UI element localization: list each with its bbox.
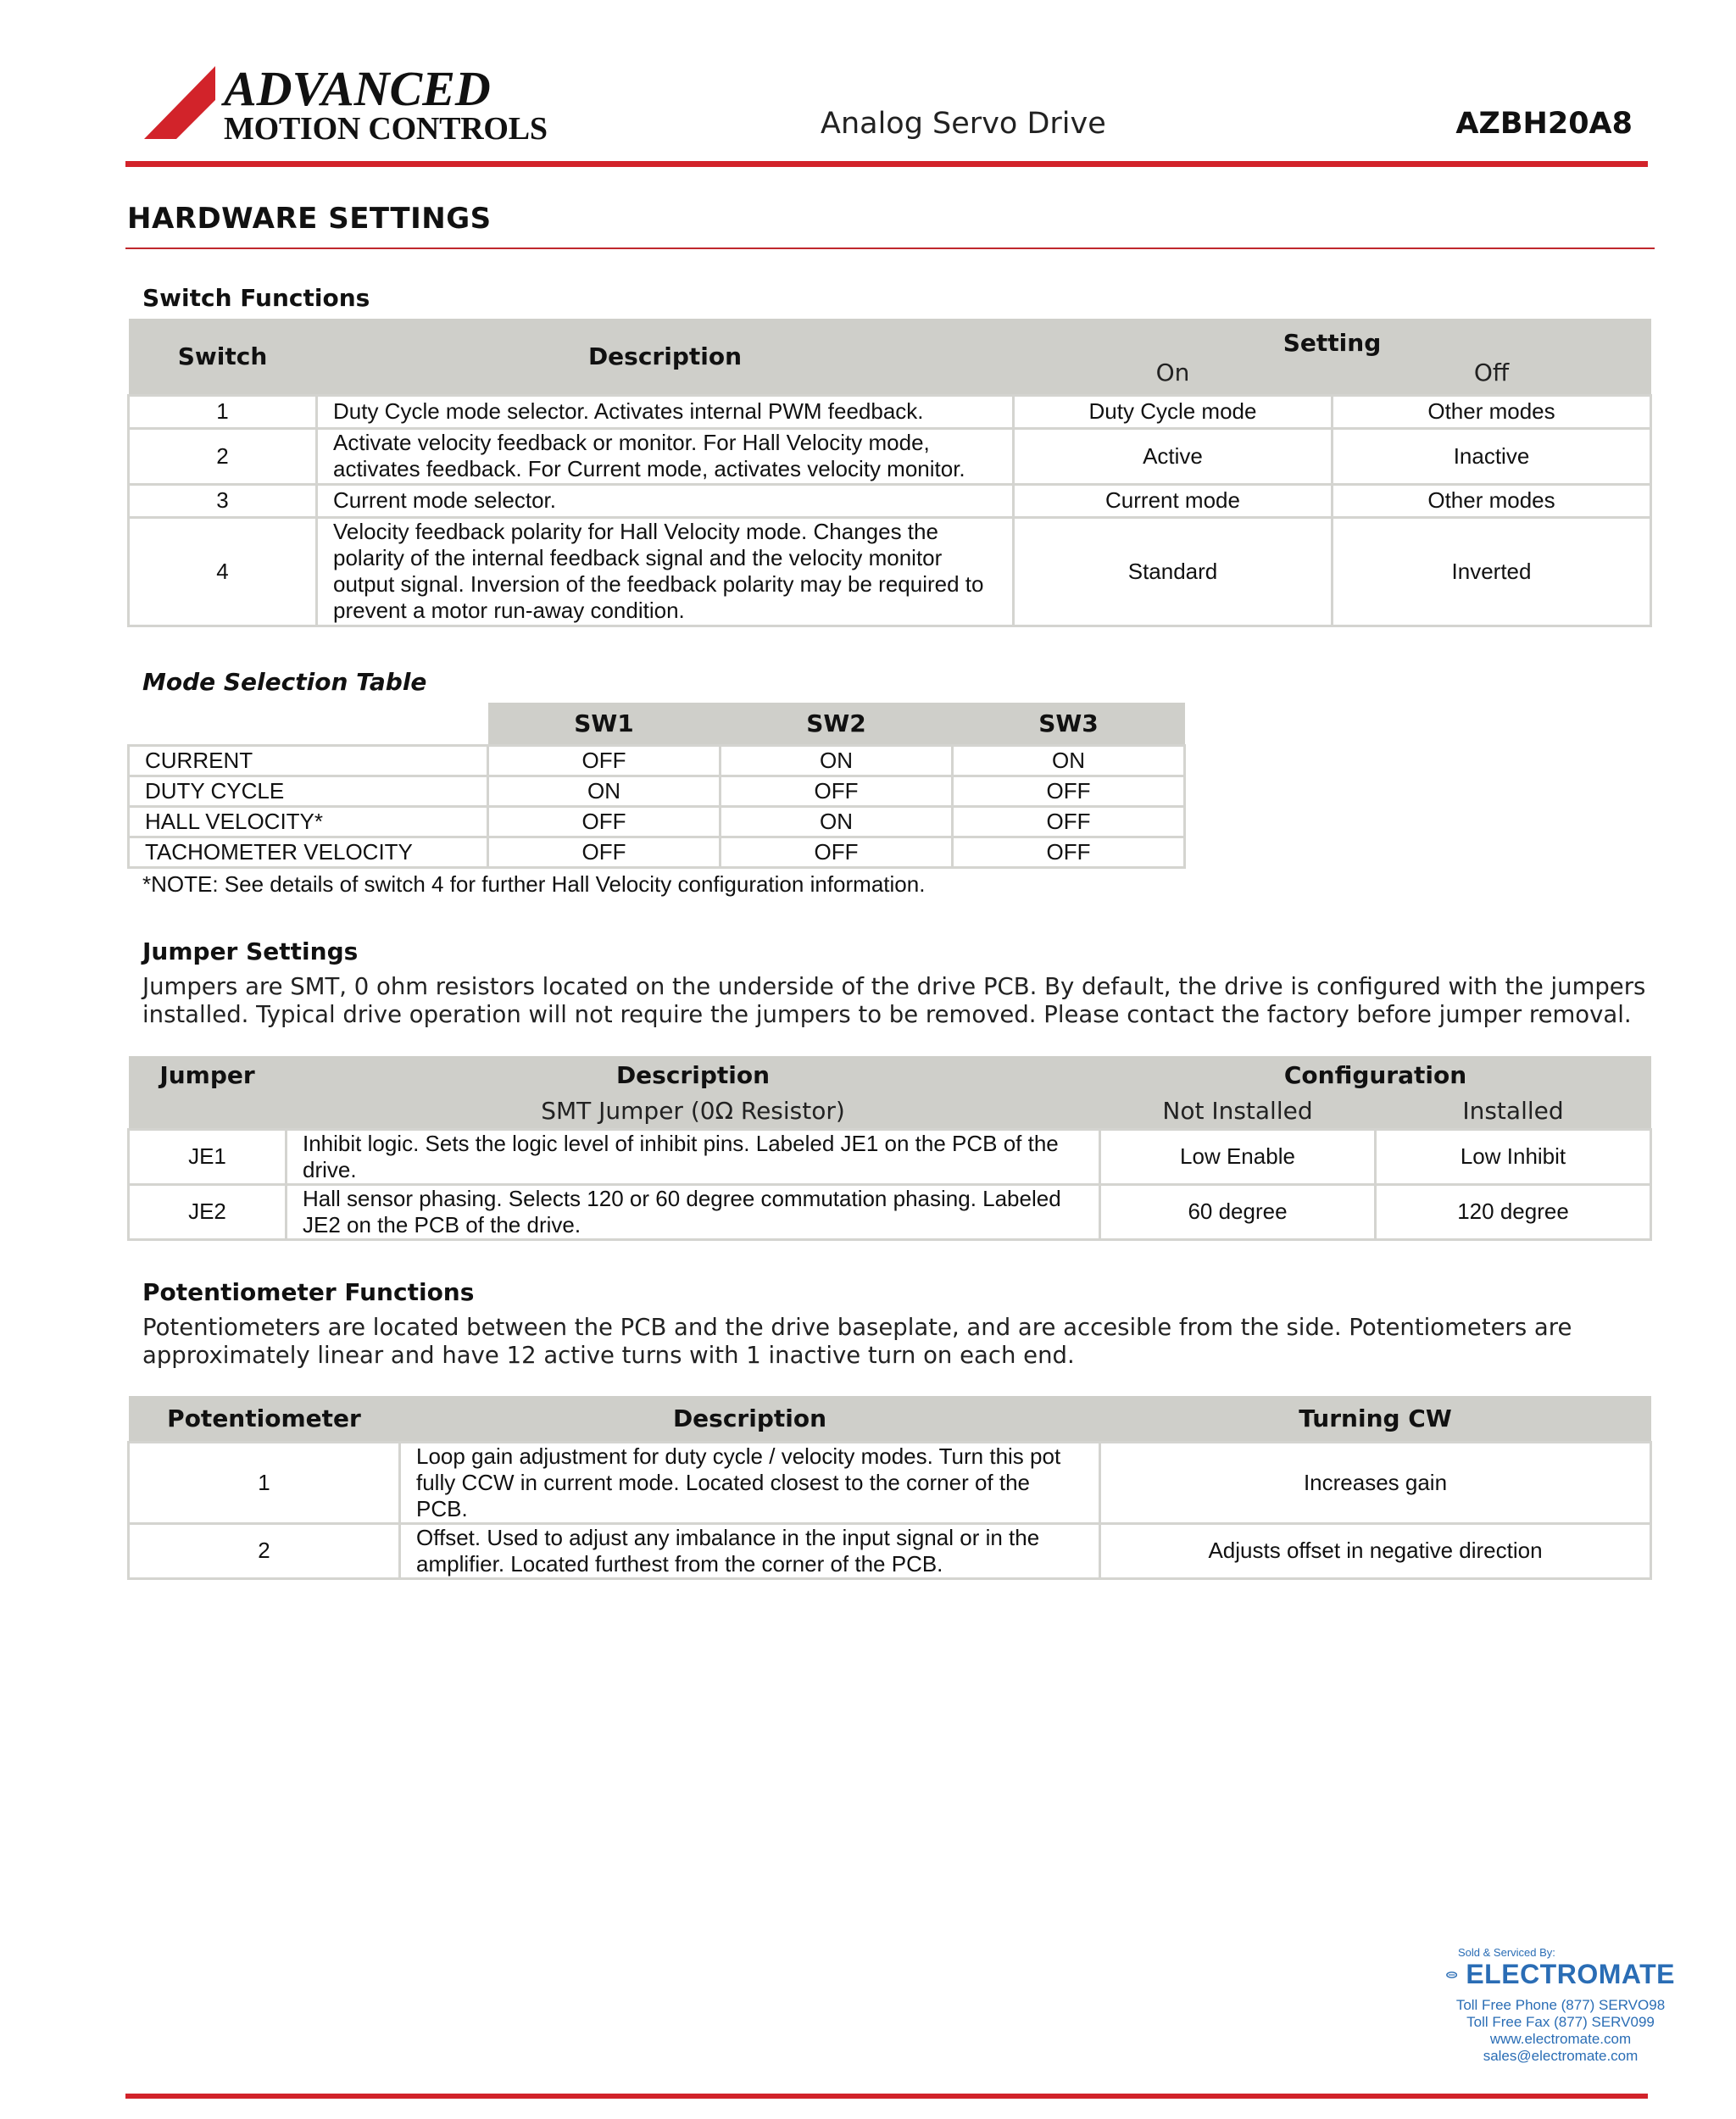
installed-value: 120 degree — [1376, 1184, 1651, 1239]
sw2-value: OFF — [721, 837, 953, 867]
sw2-value: ON — [721, 806, 953, 837]
table-row — [129, 395, 1651, 428]
potentiometer-functions-heading: Potentiometer Functions — [142, 1278, 475, 1306]
document-title: Analog Servo Drive — [821, 107, 1106, 141]
jumper-id: JE1 — [129, 1129, 287, 1184]
jumper-settings-table — [127, 1056, 1652, 1241]
switch-number: 4 — [129, 517, 317, 626]
jumper-description: Inhibit logic. Sets the logic level of inhibit pins. Labeled JE1 on the PCB of the drive. — [287, 1129, 1100, 1184]
setting-off: Inactive — [1333, 428, 1651, 484]
jumper-description: Hall sensor phasing. Selects 120 or 60 degree commutation phasing. Labeled JE2 on the PCB of the drive. — [287, 1184, 1100, 1239]
company-logo — [142, 63, 558, 144]
not-installed-subheader: Not Installed — [1100, 1093, 1376, 1129]
sw1-value: OFF — [488, 806, 721, 837]
sw3-value: ON — [953, 745, 1185, 776]
col-description-header: Description — [400, 1396, 1100, 1442]
mode-selection-table — [127, 703, 1186, 869]
pot-number: 1 — [129, 1442, 400, 1523]
sw3-value: OFF — [953, 776, 1185, 806]
mode-blank-header — [129, 703, 488, 745]
sw3-value: OFF — [953, 806, 1185, 837]
distributor-website[interactable]: www.electromate.com — [1489, 2031, 1632, 2047]
setting-off: Other modes — [1333, 395, 1651, 428]
pot-turning-cw: Adjusts offset in negative direction — [1100, 1523, 1651, 1578]
mode-name: HALL VELOCITY* — [129, 806, 488, 837]
col-configuration-header: Configuration — [1100, 1056, 1651, 1093]
col-on-header: On — [1155, 359, 1190, 387]
smt-jumper-subheader: SMT Jumper (0Ω Resistor) — [287, 1093, 1100, 1129]
electromate-swoosh-icon — [1446, 1962, 1457, 1988]
col-description-header: Description — [287, 1056, 1100, 1093]
mode-name: TACHOMETER VELOCITY — [129, 837, 488, 867]
switch-functions-heading: Switch Functions — [142, 284, 370, 312]
table-row — [129, 484, 1651, 517]
switch-number: 2 — [129, 428, 317, 484]
col-sw3-header: SW3 — [953, 703, 1185, 745]
setting-on: Current mode — [1014, 484, 1333, 517]
distributor-block — [1446, 1946, 1675, 2065]
table-row — [129, 1184, 1651, 1239]
jumper-settings-paragraph: Jumpers are SMT, 0 ohm resistors located on the underside of the drive PCB. By default, the drive is configured with the jumpers installed. Typical drive operation will not require the jumpers to be removed. Please contact the factory before jumper removal. — [142, 973, 1646, 1028]
sw2-value: OFF — [721, 776, 953, 806]
distributor-brand — [1446, 1959, 1675, 1990]
pot-description: Loop gain adjustment for duty cycle / velocity modes. Turn this pot fully CCW in current mode. Located closest to the corner of the PCB. — [400, 1442, 1100, 1523]
sw1-value: ON — [488, 776, 721, 806]
logo-triangle-icon — [142, 63, 558, 144]
mode-selection-note: *NOTE: See details of switch 4 for further Hall Velocity configuration information. — [142, 871, 926, 897]
model-number: AZBH20A8 — [1455, 107, 1633, 141]
table-row — [129, 428, 1651, 484]
table-row — [129, 806, 1185, 837]
col-jumper-header: Jumper — [129, 1056, 287, 1093]
jumper-sub-blank — [129, 1093, 287, 1129]
col-sw1-header: SW1 — [488, 703, 721, 745]
col-potentiometer-header: Potentiometer — [129, 1396, 400, 1442]
table-row — [129, 1442, 1651, 1523]
col-turning-cw-header: Turning CW — [1100, 1396, 1651, 1442]
section-divider — [125, 247, 1655, 249]
toll-free-fax: Toll Free Fax (877) SERV099 — [1466, 2014, 1655, 2030]
setting-on: Active — [1014, 428, 1333, 484]
section-title: HARDWARE SETTINGS — [127, 202, 492, 236]
pot-number: 2 — [129, 1523, 400, 1578]
svg-text:MOTION CONTROLS: MOTION CONTROLS — [224, 111, 548, 144]
switch-description: Velocity feedback polarity for Hall Velocity mode. Changes the polarity of the internal feedback signal and the velocity monitor output signal. Inversion of the feedback polarity may be required to prevent a motor run-away condition. — [317, 517, 1014, 626]
installed-value: Low Inhibit — [1376, 1129, 1651, 1184]
distributor-name: ELECTROMATE — [1466, 1959, 1675, 1989]
sw1-value: OFF — [488, 745, 721, 776]
sw2-value: ON — [721, 745, 953, 776]
installed-subheader: Installed — [1376, 1093, 1651, 1129]
pot-description: Offset. Used to adjust any imbalance in the input signal or in the amplifier. Located furthest from the corner of the PCB. — [400, 1523, 1100, 1578]
switch-functions-table — [127, 319, 1652, 627]
mode-name: CURRENT — [129, 745, 488, 776]
switch-description: Current mode selector. — [317, 484, 1014, 517]
col-sw2-header: SW2 — [721, 703, 953, 745]
table-row — [129, 1523, 1651, 1578]
footer-divider — [125, 2094, 1648, 2099]
col-off-header: Off — [1473, 359, 1510, 387]
sw1-value: OFF — [488, 837, 721, 867]
mode-name: DUTY CYCLE — [129, 776, 488, 806]
jumper-id: JE2 — [129, 1184, 287, 1239]
header-divider — [125, 161, 1648, 167]
setting-off: Other modes — [1333, 484, 1651, 517]
col-setting-header — [1014, 319, 1651, 395]
table-row — [129, 1129, 1651, 1184]
table-row — [129, 745, 1185, 776]
switch-number: 1 — [129, 395, 317, 428]
jumper-settings-heading: Jumper Settings — [142, 937, 359, 965]
col-description-header: Description — [317, 319, 1014, 395]
switch-number: 3 — [129, 484, 317, 517]
potentiometer-table — [127, 1396, 1652, 1580]
switch-description: Duty Cycle mode selector. Activates internal PWM feedback. — [317, 395, 1014, 428]
distributor-email[interactable]: sales@electromate.com — [1483, 2048, 1639, 2064]
potentiometer-paragraph: Potentiometers are located between the PCB and the drive baseplate, and are accesible from the side. Potentiometers are approximately linear and have 12 active turns with 1 inactive turn on each end. — [142, 1314, 1572, 1369]
svg-text:ADVANCED: ADVANCED — [224, 63, 491, 116]
table-row — [129, 837, 1185, 867]
pot-turning-cw: Increases gain — [1100, 1442, 1651, 1523]
setting-on: Standard — [1014, 517, 1333, 626]
toll-free-phone: Toll Free Phone (877) SERVO98 — [1455, 1997, 1666, 2013]
setting-label: Setting — [1283, 329, 1382, 358]
table-row — [129, 776, 1185, 806]
switch-description: Activate velocity feedback or monitor. For Hall Velocity mode, activates feedback. For Current mode, activates velocity monitor. — [317, 428, 1014, 484]
not-installed-value: Low Enable — [1100, 1129, 1376, 1184]
sw3-value: OFF — [953, 837, 1185, 867]
col-switch-header: Switch — [129, 319, 317, 395]
sold-by-label: Sold & Serviced By: — [1458, 1946, 1555, 1959]
table-row — [129, 517, 1651, 626]
mode-selection-heading: Mode Selection Table — [142, 668, 427, 696]
setting-off: Inverted — [1333, 517, 1651, 626]
not-installed-value: 60 degree — [1100, 1184, 1376, 1239]
setting-on: Duty Cycle mode — [1014, 395, 1333, 428]
